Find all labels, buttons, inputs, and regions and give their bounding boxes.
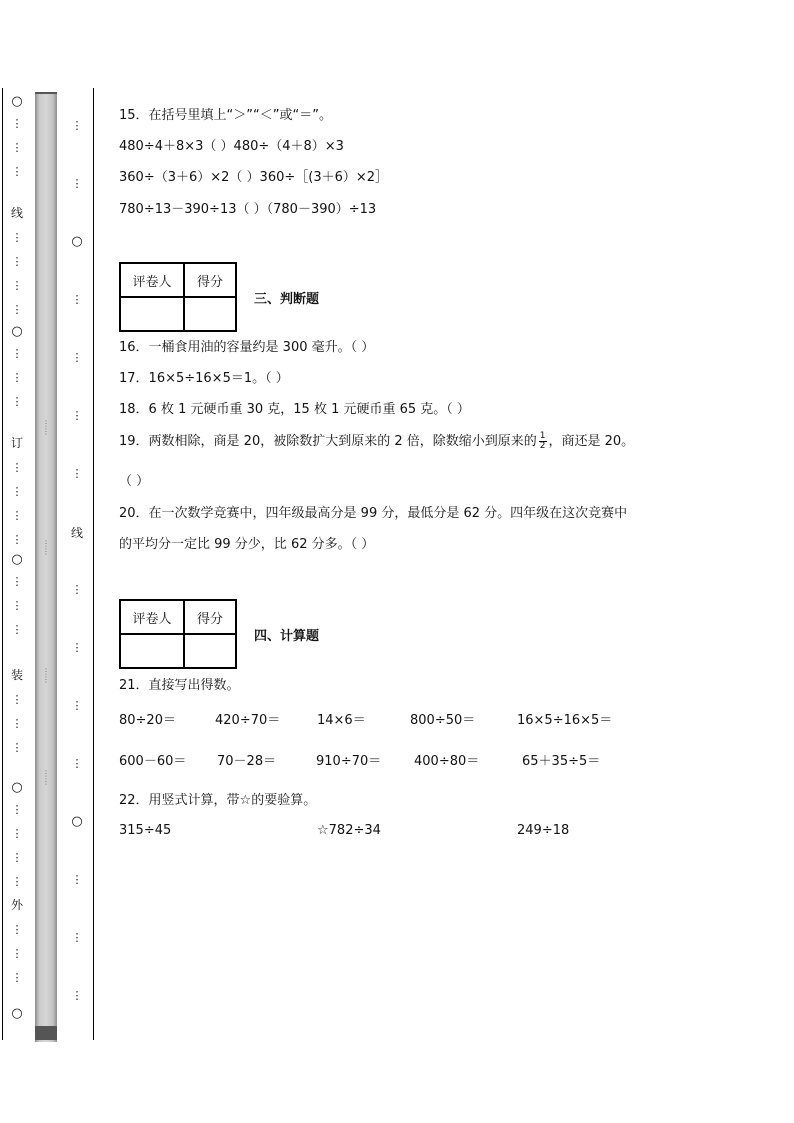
dots-mark: ⋮ xyxy=(11,827,23,840)
score-table-section-4 xyxy=(119,599,237,669)
dots-mark: ⋮ xyxy=(11,923,23,936)
question-21-title: 21．直接写出得数。 xyxy=(119,678,240,693)
dots-mark: ⋮ xyxy=(11,303,23,316)
fraction-numerator: 1 xyxy=(539,431,546,441)
dots-mark: ⋮ xyxy=(11,347,23,360)
calc-item: 70－28＝ xyxy=(217,754,277,769)
dots-mark: ⋮ xyxy=(71,583,83,596)
dots-mark: ⋮ xyxy=(71,699,83,712)
calc-item: 65＋35÷5＝ xyxy=(522,754,601,769)
binding-strip-end xyxy=(35,1026,57,1040)
question-19 xyxy=(119,430,634,451)
question-15-row-1: 480÷4＋8×3（ ）480÷（4＋8）×3 xyxy=(119,139,344,154)
score-cell[interactable] xyxy=(184,297,236,331)
question-17: 17．16×5÷16×5＝1。（ ） xyxy=(119,371,289,386)
binding-strip-dots: ⋮ ⋮ xyxy=(42,769,50,786)
dots-mark: ⋮ xyxy=(11,875,23,888)
question-20-line-1: 20．在一次数学竞赛中，四年级最高分是 99 分，最低分是 62 分。四年级在这次竞赛中 xyxy=(119,506,628,521)
margin-label-line: 线 xyxy=(10,206,23,220)
dots-mark: ⋮ xyxy=(11,599,23,612)
grader-header: 评卷人 xyxy=(120,600,184,634)
dots-mark: ⋮ xyxy=(71,641,83,654)
dots-mark: ⋮ xyxy=(71,931,83,944)
vertical-calc-item: 315÷45 xyxy=(119,823,172,838)
dots-mark: ⋮ xyxy=(11,717,23,730)
margin-right-border xyxy=(93,88,94,1040)
calc-item: 800÷50＝ xyxy=(410,713,476,728)
dots-mark: ⋮ xyxy=(11,509,23,522)
margin-left-border xyxy=(2,88,3,1040)
binding-strip-dots: ⋮ ⋮ xyxy=(42,539,50,556)
fraction-one-half xyxy=(539,432,547,451)
dots-mark: ⋮ xyxy=(11,395,23,408)
section-4-title: 四、计算题 xyxy=(254,629,320,644)
dots-mark: ⋮ xyxy=(11,485,23,498)
question-16: 16．一桶食用油的容量约是 300 毫升。（ ） xyxy=(119,340,375,355)
calc-item: 16×5÷16×5＝ xyxy=(517,713,613,728)
dots-mark: ⋮ xyxy=(11,693,23,706)
question-22-title: 22．用竖式计算，带☆的要验算。 xyxy=(119,793,317,808)
circle-mark: ○ xyxy=(11,780,23,795)
calc-item: 910÷70＝ xyxy=(316,754,382,769)
section-3-title: 三、判断题 xyxy=(254,292,320,307)
question-15-title: 15．在括号里填上“＞”“＜”或“＝”。 xyxy=(119,108,332,123)
dots-mark: ⋮ xyxy=(11,803,23,816)
binding-strip xyxy=(35,92,57,1042)
question-18: 18．6 枚 1 元硬币重 30 克，15 枚 1 元硬币重 65 克。（ ） xyxy=(119,402,470,417)
circle-mark: ○ xyxy=(11,324,23,339)
calc-item: 80÷20＝ xyxy=(119,713,176,728)
score-cell[interactable] xyxy=(184,634,236,668)
calc-item: 600－60＝ xyxy=(119,754,187,769)
margin-label-order: 订 xyxy=(10,436,23,450)
grader-cell[interactable] xyxy=(120,297,184,331)
fraction-denominator: 2 xyxy=(539,441,546,451)
binding-strip-dots: ⋮ ⋮ xyxy=(42,419,50,436)
question-15-row-2: 360÷（3＋6）×2（ ）360÷［(3＋6）×2］ xyxy=(119,170,389,185)
dots-mark: ⋮ xyxy=(71,351,83,364)
grader-header: 评卷人 xyxy=(120,263,184,297)
dots-mark: ⋮ xyxy=(11,533,23,546)
dots-mark: ⋮ xyxy=(11,741,23,754)
calc-item: 420÷70＝ xyxy=(215,713,281,728)
circle-mark: ○ xyxy=(71,814,83,829)
dots-mark: ⋮ xyxy=(11,141,23,154)
margin-label-outer: 外 xyxy=(10,898,23,912)
dots-mark: ⋮ xyxy=(11,461,23,474)
question-19-text-a: 19．两数相除，商是 20，被除数扩大到原来的 2 倍，除数缩小到原来的 xyxy=(119,434,537,449)
dots-mark: ⋮ xyxy=(11,279,23,292)
question-19-text-b: ，商还是 20。 xyxy=(548,434,635,449)
dots-mark: ⋮ xyxy=(11,851,23,864)
dots-mark: ⋮ xyxy=(71,467,83,480)
dots-mark: ⋮ xyxy=(11,231,23,244)
score-header: 得分 xyxy=(184,600,236,634)
dots-mark: ⋮ xyxy=(11,623,23,636)
grader-cell[interactable] xyxy=(120,634,184,668)
dots-mark: ⋮ xyxy=(71,293,83,306)
inner-seal-column xyxy=(66,96,90,1036)
binding-strip-dots: ⋮ ⋮ xyxy=(42,667,50,684)
score-table-section-3 xyxy=(119,262,237,332)
margin-label-bind: 装 xyxy=(10,668,23,682)
dots-mark: ⋮ xyxy=(71,409,83,422)
dots-mark: ⋮ xyxy=(11,371,23,384)
circle-mark: ○ xyxy=(11,94,23,109)
circle-mark: ○ xyxy=(11,1006,23,1021)
dots-mark: ⋮ xyxy=(11,117,23,130)
dots-mark: ⋮ xyxy=(71,757,83,770)
dots-mark: ⋮ xyxy=(11,947,23,960)
question-15-row-3: 780÷13－390÷13（ ）（780－390）÷13 xyxy=(119,202,377,217)
question-19-answer-paren: （ ） xyxy=(119,474,150,489)
binding-margin xyxy=(0,0,100,1123)
circle-mark: ○ xyxy=(71,234,83,249)
dots-mark: ⋮ xyxy=(71,989,83,1002)
question-20-line-2: 的平均分一定比 99 分少，比 62 分多。（ ） xyxy=(119,537,375,552)
calc-item: 400÷80＝ xyxy=(414,754,480,769)
vertical-calc-item: 249÷18 xyxy=(517,823,570,838)
calc-item: 14×6＝ xyxy=(317,713,366,728)
score-header: 得分 xyxy=(184,263,236,297)
dots-mark: ⋮ xyxy=(71,873,83,886)
dots-mark: ⋮ xyxy=(11,575,23,588)
dots-mark: ⋮ xyxy=(11,255,23,268)
dots-mark: ⋮ xyxy=(11,971,23,984)
inner-label-line: 线 xyxy=(70,526,83,540)
circle-mark: ○ xyxy=(11,552,23,567)
dots-mark: ⋮ xyxy=(71,119,83,132)
vertical-calc-item: ☆782÷34 xyxy=(317,823,381,838)
outer-seal-column xyxy=(6,96,28,1036)
dots-mark: ⋮ xyxy=(71,177,83,190)
dots-mark: ⋮ xyxy=(11,165,23,178)
